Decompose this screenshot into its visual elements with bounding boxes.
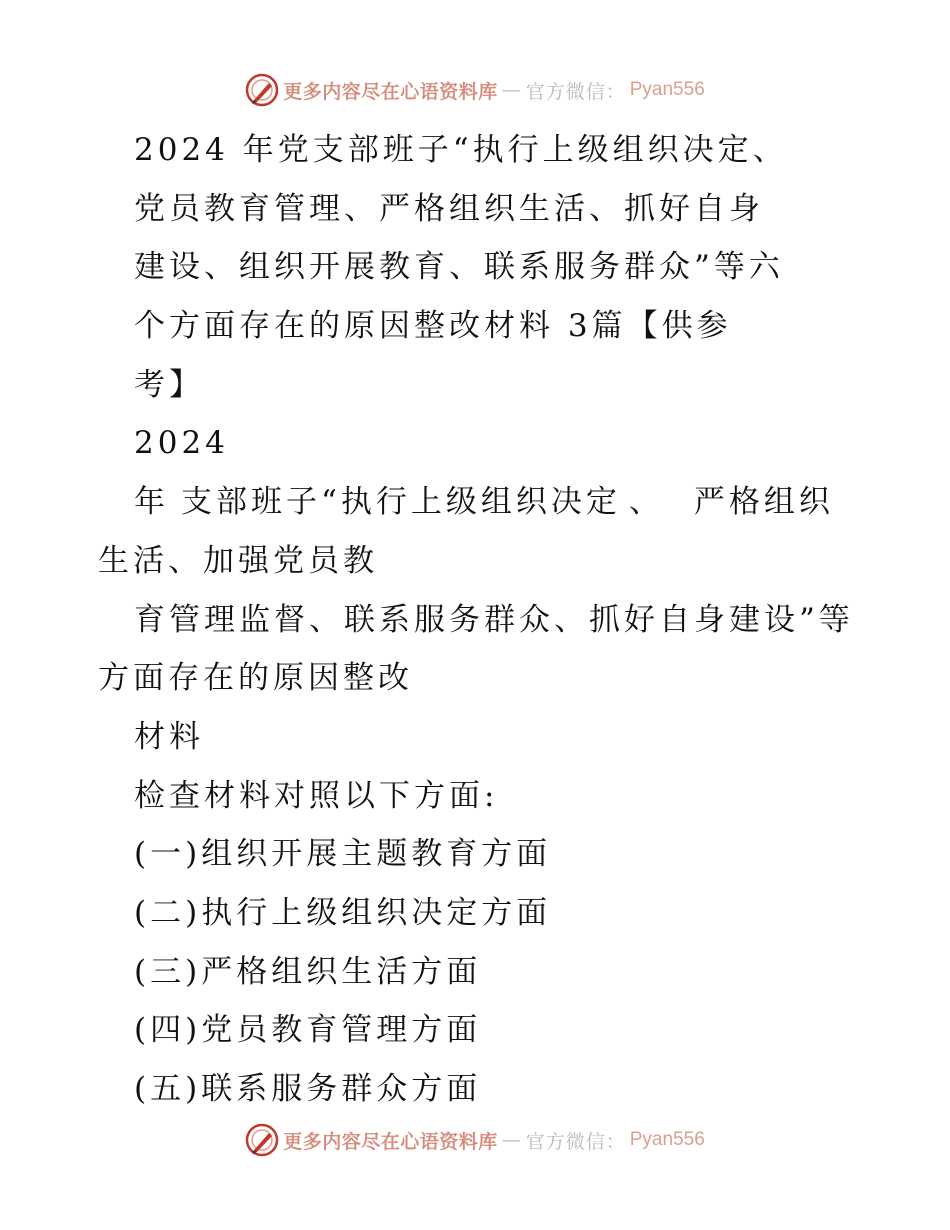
subtitle-a1: 年: [134, 484, 169, 521]
watermark-wechat-id: Pyan556: [629, 1129, 705, 1150]
list-item: (五)联系服务群众方面: [134, 1071, 482, 1107]
subtitle-a3: 、: [628, 484, 664, 521]
watermark-group: [245, 73, 705, 107]
watermark-dash: —: [501, 1129, 522, 1151]
subtitle-line-c: 育管理监督、联系服务群众、抓好自身建设”等: [134, 601, 854, 638]
subtitle-line-b: 生活、加强党员教: [98, 542, 378, 579]
list-item: (四)党员教育管理方面: [134, 1012, 482, 1049]
list-item: (三)严格组织生活方面: [134, 953, 482, 990]
watermark-dash: —: [501, 79, 522, 101]
body-intro: 检查材料对照以下方面:: [134, 777, 499, 814]
title-line-2: 党员教育管理、严格组织生活、抓好自身: [134, 190, 764, 227]
title-line-4: 个方面存在的原因整改材料 3篇【供参: [134, 308, 732, 345]
pen-logo-icon: [245, 73, 279, 107]
subtitle-line-a: [0, 473, 950, 532]
watermark-site-text: 更多内容尽在心语资料库: [283, 1130, 498, 1153]
header-watermark: [0, 70, 950, 110]
subtitle-line-e: 材料: [134, 718, 204, 755]
list-item: (二)执行上级组织决定方面: [134, 894, 552, 931]
title-line-1: 2024 年党支部班子“执行上级组织决定、: [134, 132, 788, 168]
watermark-wechat-id: Pyan556: [629, 79, 705, 100]
footer-watermark: [0, 1120, 950, 1160]
subtitle-a2: 支部班子“执行上级组织决定: [181, 484, 621, 521]
title-line-3: 建设、组织开展教育、联系服务群众”等六: [134, 249, 784, 286]
list-item: (一)组织开展主题教育方面: [134, 836, 552, 873]
document-content: [0, 121, 950, 1119]
subtitle-year: 2024: [134, 425, 229, 462]
watermark-group: [245, 1123, 705, 1157]
subtitle-line-d: 方面存在的原因整改: [98, 660, 413, 697]
watermark-wechat-label: 官方微信：: [525, 80, 626, 103]
watermark-wechat-label: 官方微信：: [525, 1130, 626, 1153]
pen-logo-icon: [245, 1123, 279, 1157]
watermark-site-text: 更多内容尽在心语资料库: [283, 80, 498, 103]
subtitle-a4: 严格组织: [693, 484, 834, 521]
title-line-5: 考】: [134, 366, 204, 403]
